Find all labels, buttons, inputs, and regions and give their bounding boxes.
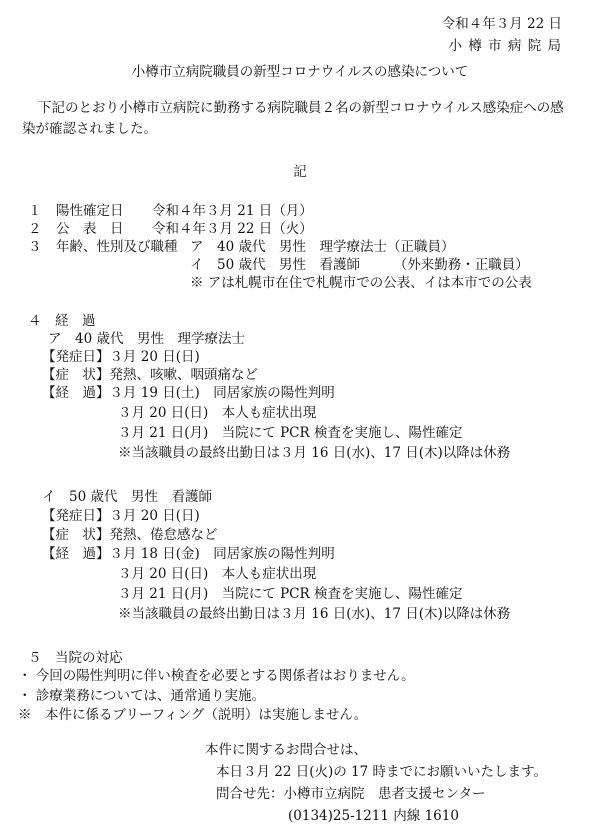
item-3-person-a: ア 40 歳代 男性 理学療法士（正職員） [190,239,455,255]
contact-line-1: 本件に関するお問合せは、 [205,742,367,758]
item-1-label: 陽性確定日 [56,203,124,219]
item-2-number: ２ [28,221,42,237]
course-a-progress-1: 【経 過】３月 19 日(土) 同居家族の陽性判明 [42,385,335,401]
document-title: 小樽市立病院職員の新型コロナウイルスの感染について [131,64,469,80]
issuing-organization: 小 樽 市 病 院 局 [448,38,562,54]
item-3-note: ※ アは札幌市在住で札幌市での公表、イは本市での公表 [190,275,532,291]
course-b-title: イ 50 歳代 男性 看護師 [42,489,212,505]
course-b-last-attendance: ※当該職員の最終出勤日は３月 16 日(水)、17 日(木)以降は休務 [118,606,511,622]
course-heading: ４ 経 過 [28,313,96,329]
item-2-label: 公 表 日 [56,221,124,237]
course-a-progress-2: ３月 20 日(日) 本人も症状出現 [118,405,317,421]
item-3-person-b: イ 50 歳代 男性 看護師 （外来勤務・正職員） [190,257,529,273]
item-1-value: 令和４年３月 21 日（月） [152,203,313,219]
item-3-label: 年齢、性別及び職種 [56,239,178,255]
course-a-progress-3: ３月 21 日(月) 当院にて PCR 検査を実施し、陽性確定 [118,425,463,441]
response-line-1: ・ 今回の陽性判明に伴い検査を必要とする関係者はおりません。 [18,668,415,684]
contact-phone: (0134)25-1211 内線 1610 [288,808,459,824]
course-a-symptom: 【症 状】発熱、咳嗽、咽頭痛など [42,367,258,383]
contact-line-2: 本日３月 22 日(火)の 17 時までにお願いいたします。 [216,764,547,780]
item-2-value: 令和４年３月 22 日（火） [152,221,313,237]
item-1-number: １ [28,203,42,219]
course-a-last-attendance: ※当該職員の最終出勤日は３月 16 日(水)、17 日(木)以降は休務 [118,445,511,461]
item-3-number: ３ [28,239,42,255]
contact-line-3: 問合せ先：小樽市立病院 患者支援センター [216,786,486,802]
course-b-symptom: 【症 状】発熱、倦怠感など [42,527,218,543]
course-b-progress-1: 【経 過】３月 18 日(金) 同居家族の陽性判明 [42,546,335,562]
response-heading: ５ 当院の対応 [28,650,123,666]
course-a-title: ア 40 歳代 男性 理学療法士 [48,331,245,347]
response-line-2: ・ 診療業務については、通常通り実施。 [18,688,266,704]
ki-heading: 記 [293,164,307,180]
course-b-progress-3: ３月 21 日(月) 当院にて PCR 検査を実施し、陽性確定 [118,586,463,602]
intro-line-2: 染が確認されました。 [22,121,157,137]
course-b-progress-2: ３月 20 日(日) 本人も症状出現 [118,566,317,582]
intro-line-1: 下記のとおり小樽市立病院に勤務する病院職員２名の新型コロナウイルス感染症への感 [38,100,564,116]
response-line-3: ※ 本件に係るブリーフィング（説明）は実施しません。 [18,707,368,723]
course-b-onset: 【発症日】３月 20 日(日) [42,508,200,524]
course-a-onset: 【発症日】３月 20 日(日) [42,349,200,365]
document-date: 令和４年３月 22 日 [441,16,562,32]
